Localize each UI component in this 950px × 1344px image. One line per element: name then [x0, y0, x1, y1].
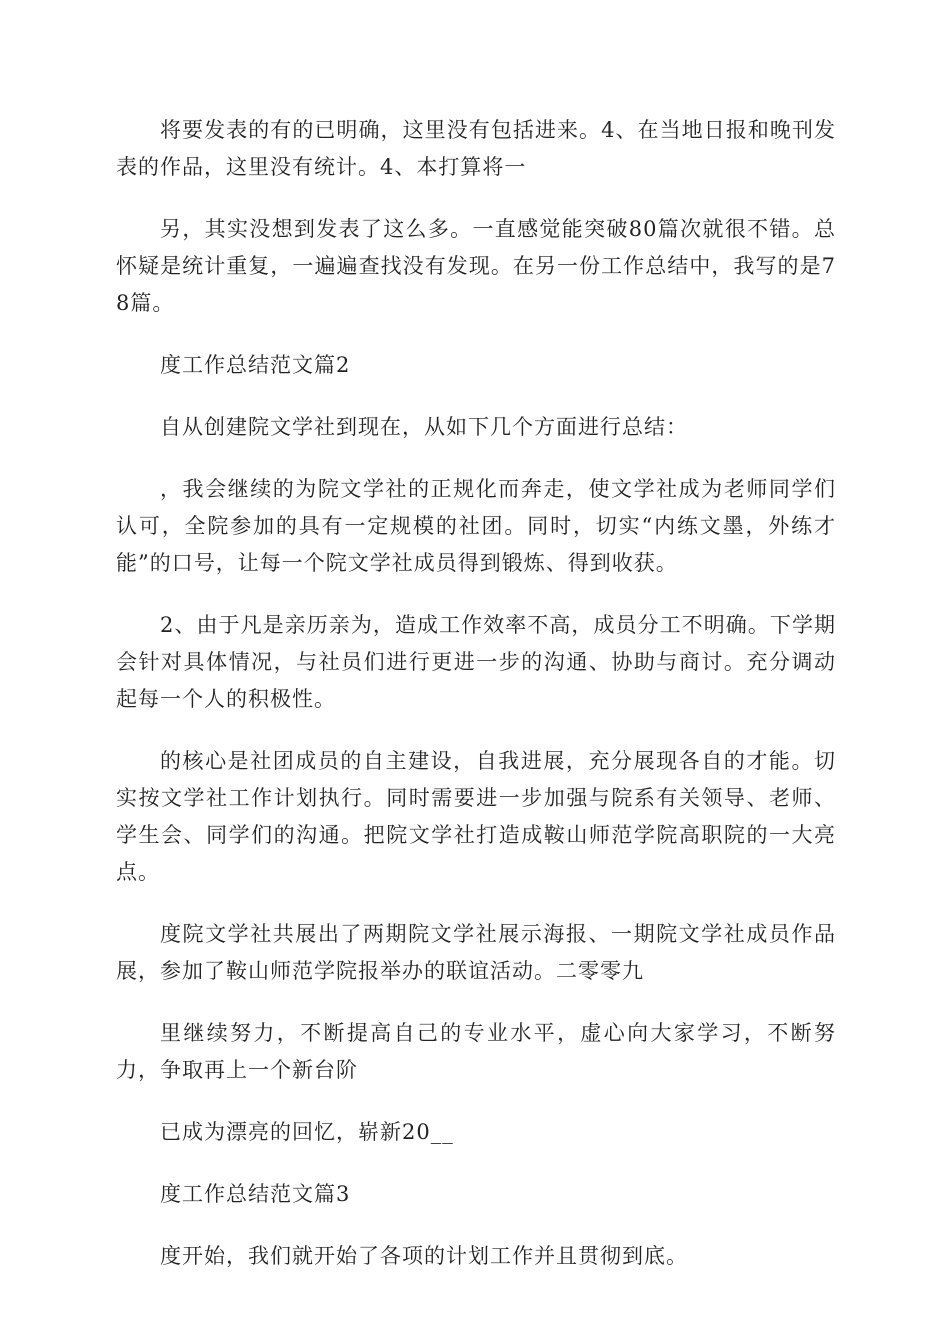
- paragraph-1: 将要发表的有的已明确，这里没有包括进来。4、在当地日报和晚刊发表的作品，这里没有统计。4、本打算将一: [116, 118, 836, 179]
- paragraph-2: 另，其实没想到发表了这么多。一直感觉能突破80篇次就很不错。总怀疑是统计重复，一遍遍查找没有发现。在另一份工作总结中，我写的是78篇。: [116, 217, 836, 315]
- paragraph-10: 度开始，我们就开始了各项的计划工作并且贯彻到底。: [160, 1244, 688, 1268]
- paragraph-7: 度院文学社共展出了两期院文学社展示海报、一期院文学社成员作品展，参加了鞍山师范学院报举办的联谊活动。二零零九: [116, 922, 836, 983]
- paragraph-3: 自从创建院文学社到现在，从如下几个方面进行总结：: [160, 415, 688, 439]
- paragraph-6: 的核心是社团成员的自主建设，自我进展，充分展现各自的才能。切实按文学社工作计划执行。同时需要进一步加强与院系有关领导、老师、学生会、同学们的沟通。把院文学社打造成鞍山师范学院高职院的一大亮点。: [116, 749, 836, 884]
- document-body: [116, 112, 836, 1300]
- paragraph-4: ，我会继续的为院文学社的正规化而奔走，使文学社成为老师同学们认可，全院参加的具有一定规模的社团。同时，切实“内练文墨，外练才能”的口号，让每一个院文学社成员得到锻炼、得到收获。: [116, 477, 836, 575]
- section-heading-3: 度工作总结范文篇3: [160, 1182, 351, 1206]
- paragraph-8: 里继续努力，不断提高自己的专业水平，虚心向大家学习，不断努力，争取再上一个新台阶: [116, 1021, 836, 1082]
- section-heading-2: 度工作总结范文篇2: [160, 353, 351, 377]
- paragraph-9: 已成为漂亮的回忆，崭新20__: [160, 1120, 454, 1144]
- paragraph-5: 2、由于凡是亲历亲为，造成工作效率不高，成员分工不明确。下学期会针对具体情况，与社员们进行更进一步的沟通、协助与商讨。充分调动起每一个人的积极性。: [116, 613, 836, 711]
